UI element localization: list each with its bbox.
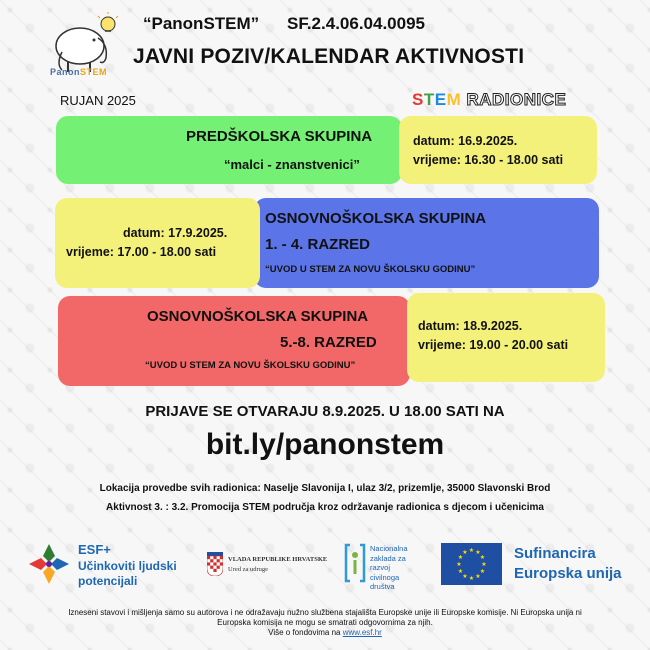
primary-5-8-note: “UVOD U STEM ZA NOVU ŠKOLSKU GODINU”	[145, 360, 356, 371]
disclaimer	[0, 608, 650, 638]
esf-line-1: Učinkoviti ljudski	[78, 559, 177, 573]
svg-text:★: ★	[456, 561, 462, 568]
esf-line-2: potencijali	[78, 574, 138, 588]
svg-text:★: ★	[475, 549, 481, 556]
preschool-card	[56, 116, 402, 184]
disclaimer-prefix: Više o fondovima na	[268, 628, 343, 637]
svg-text:★: ★	[462, 549, 468, 556]
government-line-2: Ured za udruge	[228, 566, 269, 573]
disclaimer-line-1: Izneseni stavovi i mišljenja samo su autorova i ne odražavaju nužno službena stajališta Europske unije ili Europske komisije. Ni Europska unija ni	[68, 608, 582, 617]
registration-link[interactable]: bit.ly/panonstem	[205, 428, 445, 461]
primary-1-4-date: datum: 17.9.2025.	[123, 226, 228, 240]
primary-5-8-grades: 5.-8. RAZRED	[280, 334, 377, 351]
primary-5-8-title: OSNOVNOŠKOLSKA SKUPINA	[147, 308, 369, 325]
nz-line-2: zaklada za	[370, 553, 406, 563]
preschool-title: PREDŠKOLSKA SKUPINA	[186, 128, 373, 145]
page-title: JAVNI POZIV/KALENDAR AKTIVNOSTI	[133, 45, 525, 68]
svg-text:★: ★	[479, 568, 486, 575]
national-foundation-text	[370, 544, 408, 592]
eu-cofinanced-line-1: Sufinancira	[514, 545, 596, 562]
svg-text:★: ★	[468, 575, 475, 582]
project-code: SF.2.4.06.04.0095	[287, 14, 426, 33]
preschool-date-box	[399, 116, 597, 184]
svg-text:★: ★	[479, 554, 486, 561]
national-foundation-logo-icon	[344, 543, 366, 583]
primary-1-4-grades: 1. - 4. RAZRED	[265, 236, 371, 253]
government-line-1: VLADA REPUBLIKE HRVATSKE	[228, 556, 328, 563]
svg-text:★: ★	[457, 568, 464, 575]
esf-website-link[interactable]: www.esf.hr	[342, 628, 382, 637]
primary-1-4-title: OSNOVNOŠKOLSKA SKUPINA	[265, 210, 487, 227]
nz-line-5: društva	[370, 582, 395, 591]
esf-plus-logo-icon	[27, 542, 71, 586]
svg-text:★: ★	[475, 573, 481, 580]
svg-text:★: ★	[457, 554, 464, 561]
primary-5-8-time: vrijeme: 19.00 - 20.00 sati	[418, 338, 569, 352]
svg-text:★: ★	[462, 573, 468, 580]
stem-radionice-label: STEM RADIONICE	[412, 90, 567, 109]
location-text: Lokacija provedbe svih radionica: Naselje Slavonija I, ulaz 3/2, prizemlje, 35000 Slavonski Brod	[99, 483, 551, 494]
nz-line-4: civilnoga	[370, 572, 400, 582]
svg-text:★: ★	[481, 561, 487, 568]
registration-text: PRIJAVE SE OTVARAJU 8.9.2025. U 18.00 SATI NA	[145, 403, 505, 420]
preschool-date: datum: 16.9.2025.	[413, 134, 518, 148]
primary-1-4-note: “UVOD U STEM ZA NOVU ŠKOLSKU GODINU”	[265, 264, 476, 275]
nz-line-1: Nacionalna	[370, 544, 408, 553]
croatian-coat-of-arms-icon	[207, 552, 223, 576]
nz-line-3: razvoj	[370, 563, 391, 572]
disclaimer-line-2: Europska komisija ne mogu se smatrati odgovornima za njih.	[217, 618, 433, 627]
disclaimer-line-3	[0, 628, 650, 638]
logo-text: PanonSTEM	[50, 67, 108, 77]
esf-brand: ESF+	[78, 542, 111, 557]
project-title: “PanonSTEM”	[143, 14, 260, 33]
primary-5-8-date: datum: 18.9.2025.	[418, 319, 523, 333]
activity-text: Aktivnost 3. : 3.2. Promocija STEM područja kroz održavanje radionica s djecom i učenicima	[106, 502, 544, 513]
eu-cofinanced-line-2: Europska unija	[514, 565, 622, 582]
preschool-time: vrijeme: 16.30 - 18.00 sati	[413, 153, 564, 167]
primary-1-4-date-box	[55, 198, 260, 288]
primary-1-4-time: vrijeme: 17.00 - 18.00 sati	[66, 245, 217, 259]
month-label: RUJAN 2025	[60, 93, 136, 108]
svg-text:★: ★	[468, 547, 475, 554]
eu-flag-icon	[441, 543, 502, 585]
preschool-subtitle: “malci - znanstvenici”	[224, 157, 360, 172]
